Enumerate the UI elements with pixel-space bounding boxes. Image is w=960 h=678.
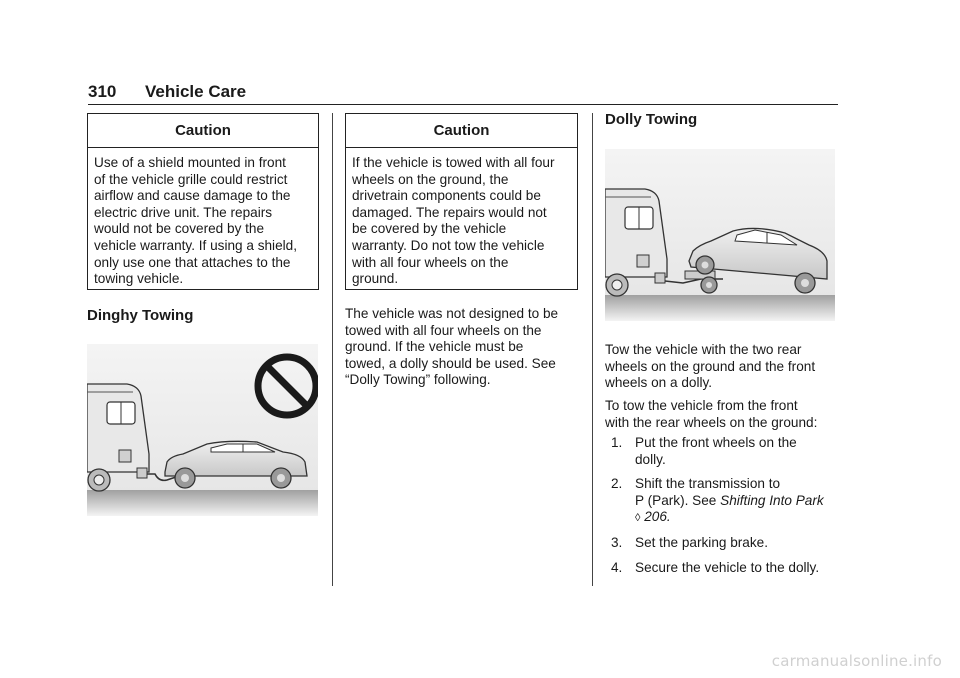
watermark: carmanualsonline.info [771, 652, 942, 670]
caution-box-four-wheels [345, 113, 578, 290]
step-line: Secure the vehicle to the dolly. [635, 559, 820, 575]
list-item [605, 535, 845, 552]
caution-line: airflow and cause damage to the [94, 188, 291, 204]
step-line [635, 493, 845, 510]
caution-line: towing vehicle. [94, 271, 184, 287]
column-divider-2 [592, 113, 593, 586]
paragraph-line: “Dolly Towing” following. [345, 372, 491, 388]
caution-line: only use one that attaches to the [94, 254, 291, 270]
paragraph-dolly-required [345, 306, 585, 389]
cross-reference-page[interactable]: 206. [644, 509, 671, 525]
caution-text [346, 148, 577, 294]
step-number: 4. [611, 559, 623, 575]
paragraph-line: towed, a dolly should be used. See [345, 355, 556, 371]
caution-line: with all four wheels on the [352, 254, 509, 270]
step-line: Shift the transmission to [635, 476, 781, 492]
caution-line: electric drive unit. The repairs [94, 204, 273, 220]
paragraph-line: towed with all four wheels on the [345, 322, 542, 338]
figure-dolly-towing [605, 149, 835, 321]
caution-line: be covered by the vehicle [352, 221, 507, 237]
caution-line: Use of a shield mounted in front [94, 155, 286, 170]
step-line: Set the parking brake. [635, 534, 768, 550]
page-header [88, 82, 838, 105]
list-item [605, 560, 845, 577]
step-number: 1. [611, 435, 623, 450]
page-ref-icon: ◊ [635, 512, 641, 525]
caution-text [88, 148, 318, 294]
paragraph-line: ground. If the vehicle must be [345, 339, 524, 355]
paragraph-line: with the rear wheels on the ground: [605, 414, 818, 430]
section-title: Vehicle Care [145, 82, 247, 101]
caution-line: of the vehicle grille could restrict [94, 171, 288, 187]
list-item [605, 476, 845, 527]
step-text: P (Park). See [635, 492, 721, 508]
caution-line: ground. [352, 271, 399, 287]
caution-box-shield [87, 113, 319, 290]
caution-line: drivetrain components could be [352, 188, 541, 204]
cross-reference-link[interactable]: Shifting Into Park [720, 492, 824, 508]
step-line: Put the front wheels on the [635, 435, 797, 450]
dolly-steps-list [605, 435, 845, 584]
paragraph-line: Tow the vehicle with the two rear [605, 342, 802, 357]
caution-line: If the vehicle is towed with all four [352, 155, 555, 170]
column-divider-1 [332, 113, 333, 586]
caution-line: damaged. The repairs would not [352, 204, 547, 220]
caution-line: wheels on the ground, the [352, 171, 509, 187]
paragraph-line: The vehicle was not designed to be [345, 306, 559, 321]
paragraph-line: wheels on the ground and the front [605, 358, 816, 374]
paragraph-line: To tow the vehicle from the front [605, 398, 798, 413]
paragraph-line: wheels on a dolly. [605, 375, 713, 391]
heading-dolly-towing: Dolly Towing [605, 111, 698, 128]
caution-line: vehicle warranty. If using a shield, [94, 237, 297, 253]
figure-dinghy-towing [87, 344, 318, 516]
caution-title: Caution [346, 114, 577, 148]
heading-dinghy-towing: Dinghy Towing [87, 307, 194, 324]
caution-line: warranty. Do not tow the vehicle [352, 237, 545, 253]
list-item [605, 435, 845, 468]
page-number: 310 [88, 82, 117, 101]
caution-line: would not be covered by the [94, 221, 265, 237]
step-number: 3. [611, 534, 623, 550]
step-line: dolly. [635, 451, 666, 467]
caution-title: Caution [88, 114, 318, 148]
paragraph-dolly-steps-intro [605, 398, 845, 431]
step-line [635, 509, 845, 527]
step-number: 2. [611, 476, 623, 492]
paragraph-dolly-intro [605, 342, 845, 392]
